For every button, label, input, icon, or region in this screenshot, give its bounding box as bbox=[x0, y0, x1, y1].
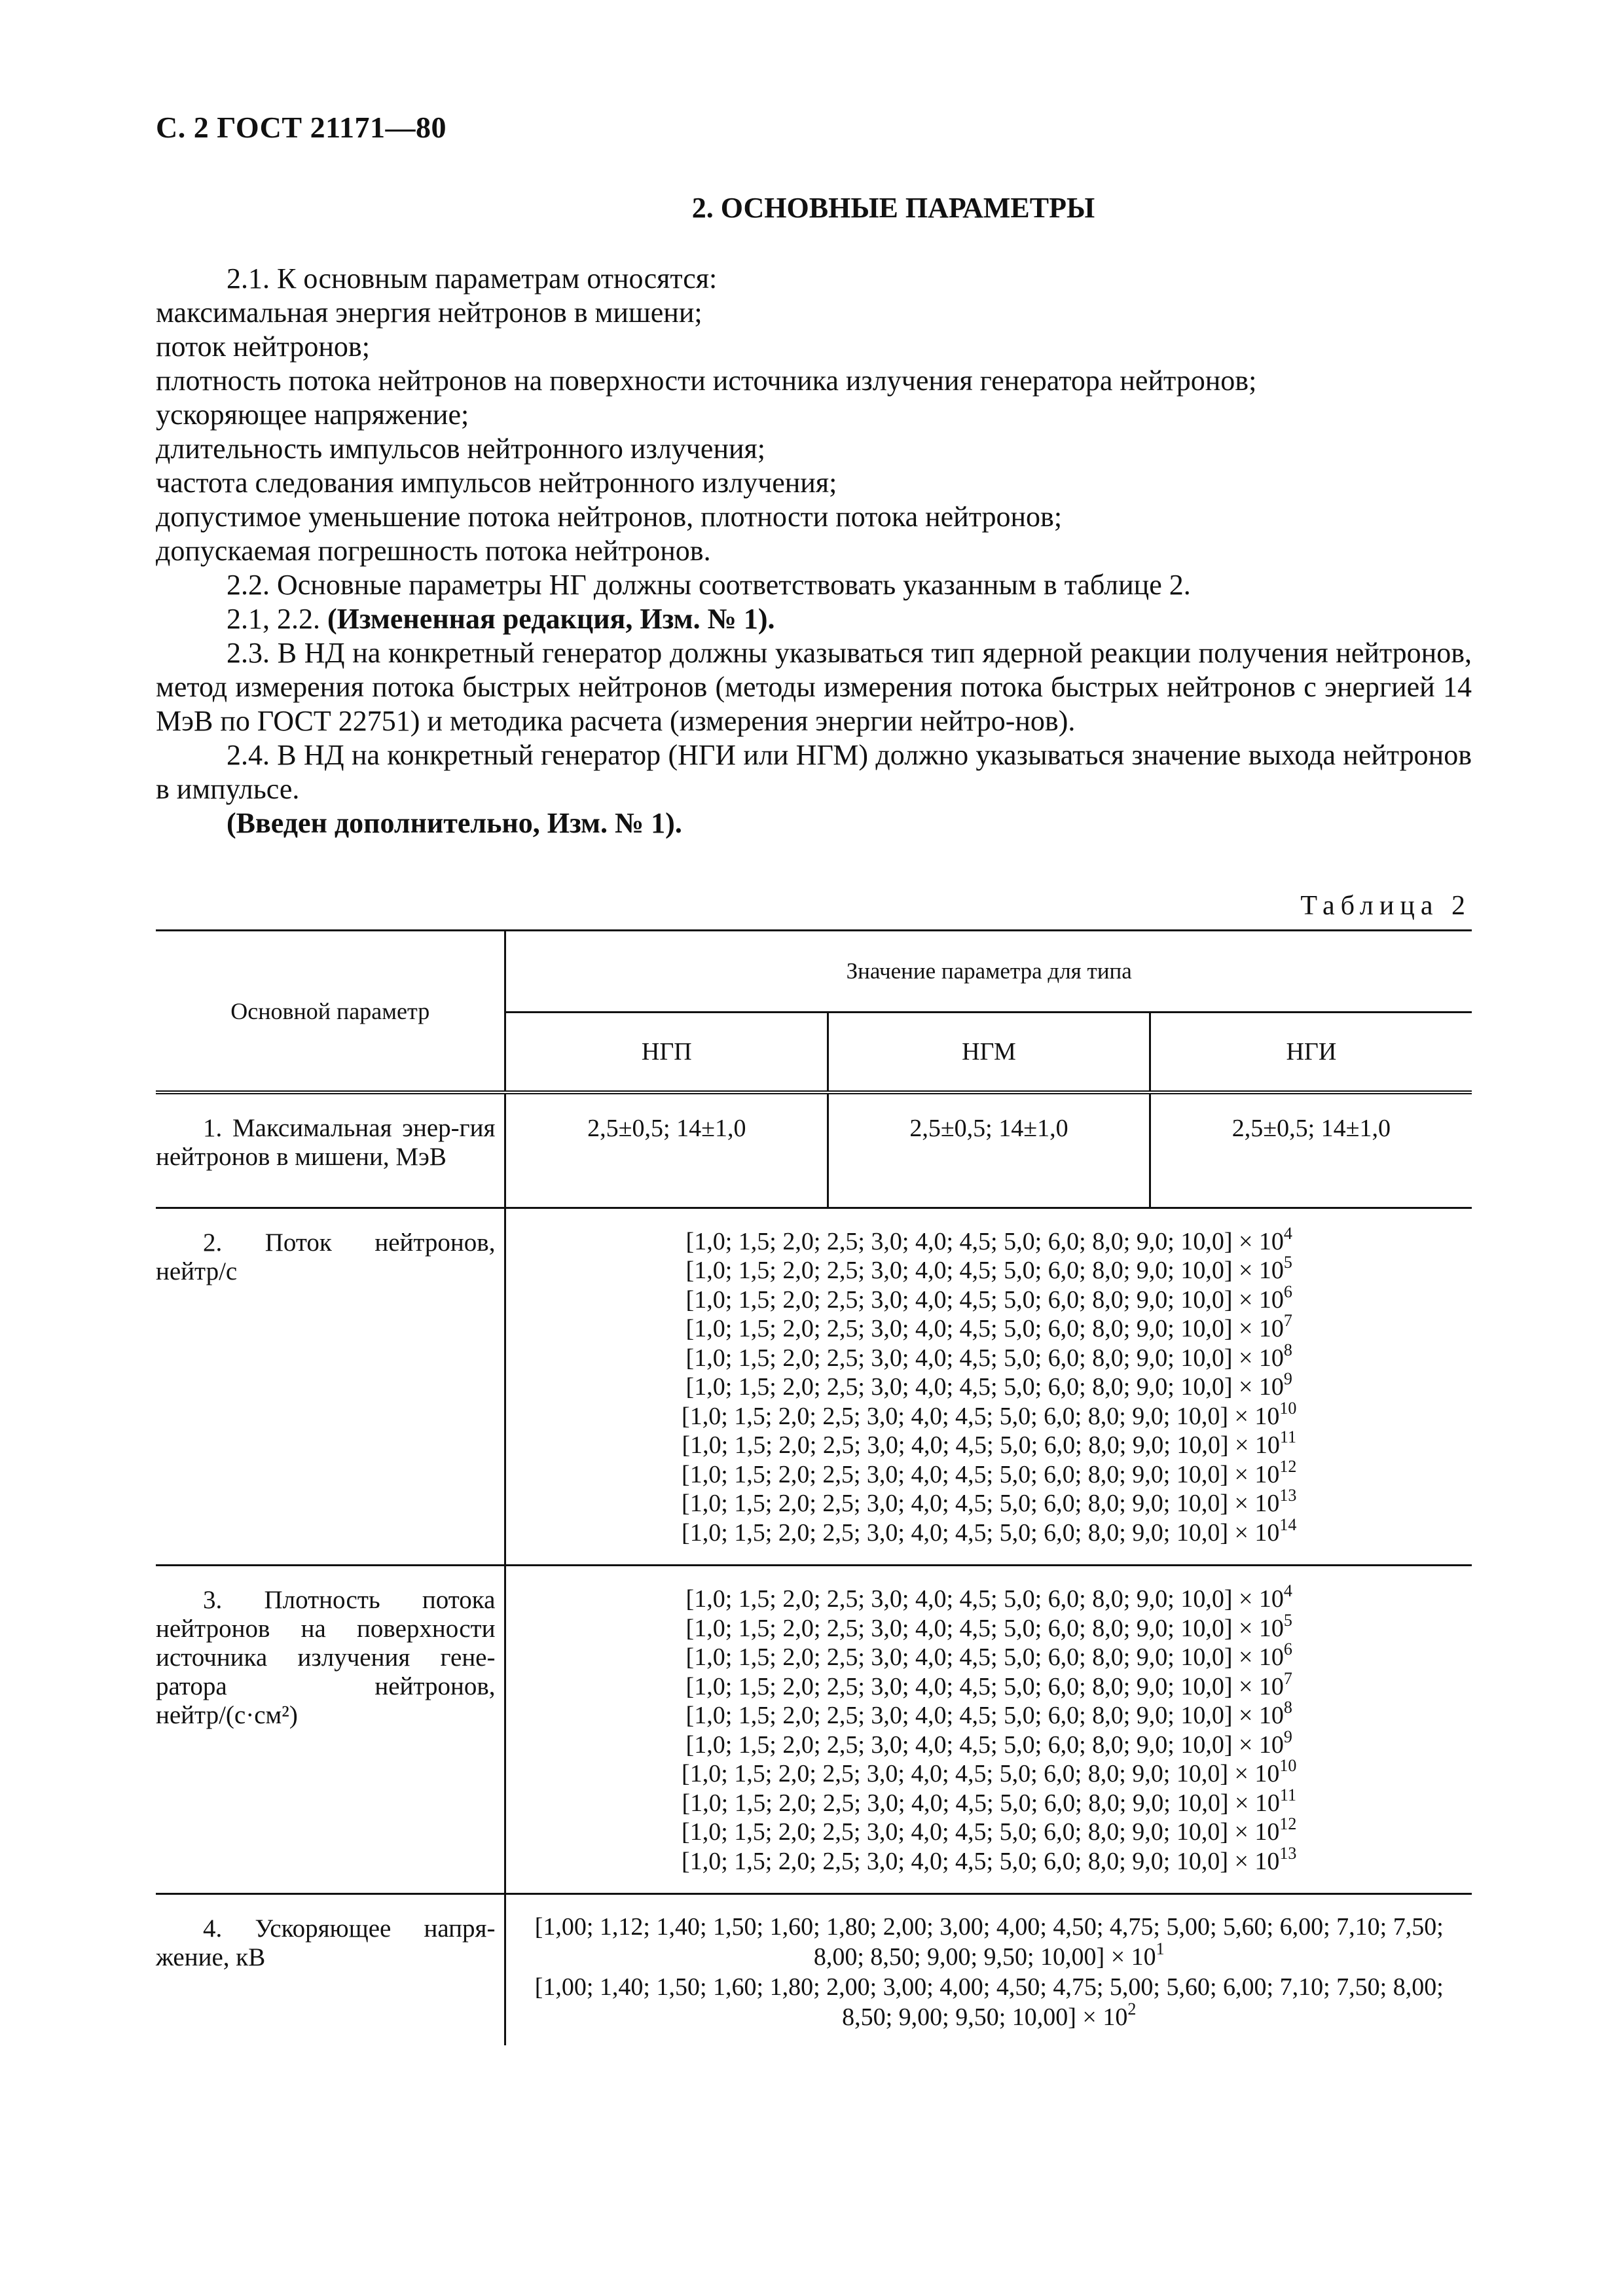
parameter-list bbox=[156, 296, 1472, 568]
header-type-ngi: НГИ bbox=[1150, 1013, 1472, 1093]
list-item: допустимое уменьшение потока нейтронов, плотности потока нейтронов; bbox=[156, 501, 1063, 533]
list-item: частота следования импульсов нейтронного излучения; bbox=[156, 467, 837, 499]
parameters-table bbox=[156, 929, 1472, 2045]
page-header: С. 2 ГОСТ 21171—80 bbox=[156, 111, 447, 144]
list-item: ускоряющее напряжение; bbox=[156, 399, 469, 431]
value-list bbox=[505, 1894, 1472, 2046]
value-row: [1,0; 1,5; 2,0; 2,5; 3,0; 4,0; 4,5; 5,0; 6,0; 8,0; 9,0; $10,0] \times 10^4$ bbox=[685, 1581, 1292, 1613]
param-label: 1. Максимальная энер-гия нейтронов в мишени, МэВ bbox=[156, 1114, 496, 1171]
header-type-ngm: НГМ bbox=[828, 1013, 1150, 1093]
value-row: [1,0; 1,5; 2,0; 2,5; 3,0; 4,0; 4,5; 5,0; 6,0; 8,0; 9,0; $10,0] \times 10^{11}$ bbox=[682, 1785, 1296, 1817]
header-main-parameter: Основной параметр bbox=[156, 931, 505, 1093]
paragraph-2-2: 2.2. Основные параметры НГ должны соответствовать указанным в таблице 2. bbox=[227, 569, 1191, 601]
amendment-text: (Измененная редакция, Изм. № 1). bbox=[327, 603, 775, 635]
amendment-note-2-1-2-2 bbox=[156, 602, 1472, 636]
section-title: 2. ОСНОВНЫЕ ПАРАМЕТРЫ bbox=[691, 192, 1095, 224]
list-item: плотность потока нейтронов на поверхности источника излучения генератора нейтронов; bbox=[156, 365, 1257, 397]
header-type-ngp: НГП bbox=[505, 1013, 828, 1093]
value-row: [1,0; 1,5; 2,0; 2,5; 3,0; 4,0; 4,5; 5,0; 6,0; 8,0; 9,0; $10,0] \times 10^{13}$ bbox=[682, 1843, 1297, 1875]
value-cell: 2,5±0,5; 14±1,0 bbox=[505, 1092, 828, 1208]
table-row bbox=[156, 1208, 1472, 1566]
value-row: [1,0; 1,5; 2,0; 2,5; 3,0; 4,0; 4,5; 5,0; 6,0; 8,0; 9,0; $10,0] \times 10^9$ bbox=[685, 1727, 1292, 1759]
list-item: длительность импульсов нейтронного излучения; bbox=[156, 433, 766, 465]
value-row: [1,0; 1,5; 2,0; 2,5; 3,0; 4,0; 4,5; 5,0; 6,0; 8,0; 9,0; $10,0] \times 10^5$ bbox=[685, 1253, 1292, 1284]
table-row bbox=[156, 1092, 1472, 1208]
value-row: [1,0; 1,5; 2,0; 2,5; 3,0; 4,0; 4,5; 5,0; 6,0; 8,0; 9,0; $10,0] \times 10^8$ bbox=[685, 1340, 1292, 1372]
value-row: [1,0; 1,5; 2,0; 2,5; 3,0; 4,0; 4,5; 5,0; 6,0; 8,0; 9,0; $10,0] \times 10^{11}$ bbox=[682, 1427, 1296, 1459]
table-row bbox=[156, 1894, 1472, 2046]
value-row: [1,00; 1,40; 1,50; 1,60; 1,80; 2,00; 3,00; 4,00; 4,50; 4,75; 5,00; 5,60; 6,00; 7,10; 7,50; 8,00; 8,50; 9,00; 9,50; $10,00] \times 10^2$ bbox=[534, 1973, 1444, 2031]
body-text bbox=[156, 262, 1472, 840]
paragraph-2-3: 2.3. В НД на конкретный генератор должны указываться тип ядерной реакции получения нейтронов, метод измерения потока быстрых нейтронов (методы измерения потока быстрых нейтронов с энергией 14 МэВ по ГОСТ 22751) и методика расчета (измерения энергии нейтро-нов). bbox=[156, 637, 1472, 737]
value-row: [1,0; 1,5; 2,0; 2,5; 3,0; 4,0; 4,5; 5,0; 6,0; 8,0; 9,0; $10,0] \times 10^8$ bbox=[685, 1698, 1292, 1729]
paragraph-2-4: 2.4. В НД на конкретный генератор (НГИ или НГМ) должно указываться значение выхода нейтронов в импульсе. bbox=[156, 739, 1472, 805]
value-cell: 2,5±0,5; 14±1,0 bbox=[1150, 1092, 1472, 1208]
header-value-group: Значение параметра для типа bbox=[505, 931, 1472, 1013]
value-row: [1,0; 1,5; 2,0; 2,5; 3,0; 4,0; 4,5; 5,0; 6,0; 8,0; 9,0; $10,0] \times 10^4$ bbox=[685, 1223, 1292, 1255]
value-row: [1,0; 1,5; 2,0; 2,5; 3,0; 4,0; 4,5; 5,0; 6,0; 8,0; 9,0; $10,0] \times 10^7$ bbox=[685, 1311, 1292, 1342]
value-row: [1,0; 1,5; 2,0; 2,5; 3,0; 4,0; 4,5; 5,0; 6,0; 8,0; 9,0; $10,0] \times 10^{10}$ bbox=[682, 1756, 1297, 1787]
value-row: [1,0; 1,5; 2,0; 2,5; 3,0; 4,0; 4,5; 5,0; 6,0; 8,0; 9,0; $10,0] \times 10^6$ bbox=[685, 1640, 1292, 1671]
value-row: [1,0; 1,5; 2,0; 2,5; 3,0; 4,0; 4,5; 5,0; 6,0; 8,0; 9,0; $10,0] \times 10^{10}$ bbox=[682, 1398, 1297, 1430]
value-row: [1,0; 1,5; 2,0; 2,5; 3,0; 4,0; 4,5; 5,0; 6,0; 8,0; 9,0; $10,0] \times 10^5$ bbox=[685, 1610, 1292, 1642]
param-label: 2. Поток нейтронов, нейтр/с bbox=[156, 1228, 496, 1285]
paragraph-2-1: 2.1. К основным параметрам относятся: bbox=[227, 262, 718, 295]
value-row: [1,0; 1,5; 2,0; 2,5; 3,0; 4,0; 4,5; 5,0; 6,0; 8,0; 9,0; $10,0] \times 10^{13}$ bbox=[682, 1486, 1297, 1517]
param-label: 4. Ускоряющее напря-жение, кВ bbox=[156, 1914, 496, 1971]
list-item: поток нейтронов; bbox=[156, 331, 370, 363]
value-list bbox=[505, 1566, 1472, 1894]
list-item: максимальная энергия нейтронов в мишени; bbox=[156, 296, 702, 329]
amendment-ref: 2.1, 2.2. bbox=[227, 603, 320, 635]
value-row: [1,0; 1,5; 2,0; 2,5; 3,0; 4,0; 4,5; 5,0; 6,0; 8,0; 9,0; $10,0] \times 10^9$ bbox=[685, 1369, 1292, 1401]
param-label: 3. Плотность потока нейтронов на поверхности источника излучения гене-ратора нейтронов, нейтр/(с·см²) bbox=[156, 1586, 496, 1729]
value-cell: 2,5±0,5; 14±1,0 bbox=[828, 1092, 1150, 1208]
list-item: допускаемая погрешность потока нейтронов. bbox=[156, 535, 711, 567]
value-row: [1,0; 1,5; 2,0; 2,5; 3,0; 4,0; 4,5; 5,0; 6,0; 8,0; 9,0; $10,0] \times 10^7$ bbox=[685, 1668, 1292, 1700]
table-row bbox=[156, 1566, 1472, 1894]
table-caption: Таблица 2 bbox=[1300, 891, 1471, 921]
value-row: [1,00; 1,12; 1,40; 1,50; 1,60; 1,80; 2,00; 3,00; 4,00; 4,50; 4,75; 5,00; 5,60; 6,00; 7,10; 7,50; 8,00; 8,50; 9,00; 9,50; $10,00] \times 10^1$ bbox=[534, 1913, 1444, 1971]
value-row: [1,0; 1,5; 2,0; 2,5; 3,0; 4,0; 4,5; 5,0; 6,0; 8,0; 9,0; $10,0] \times 10^{12}$ bbox=[682, 1814, 1297, 1846]
value-row: [1,0; 1,5; 2,0; 2,5; 3,0; 4,0; 4,5; 5,0; 6,0; 8,0; 9,0; $10,0] \times 10^6$ bbox=[685, 1282, 1292, 1314]
value-row: [1,0; 1,5; 2,0; 2,5; 3,0; 4,0; 4,5; 5,0; 6,0; 8,0; 9,0; $10,0] \times 10^{12}$ bbox=[682, 1456, 1297, 1488]
value-row: [1,0; 1,5; 2,0; 2,5; 3,0; 4,0; 4,5; 5,0; 6,0; 8,0; 9,0; $10,0] \times 10^{14}$ bbox=[682, 1515, 1297, 1547]
value-list bbox=[505, 1208, 1472, 1566]
amendment-note-2-4: (Введен дополнительно, Изм. № 1). bbox=[227, 807, 682, 839]
